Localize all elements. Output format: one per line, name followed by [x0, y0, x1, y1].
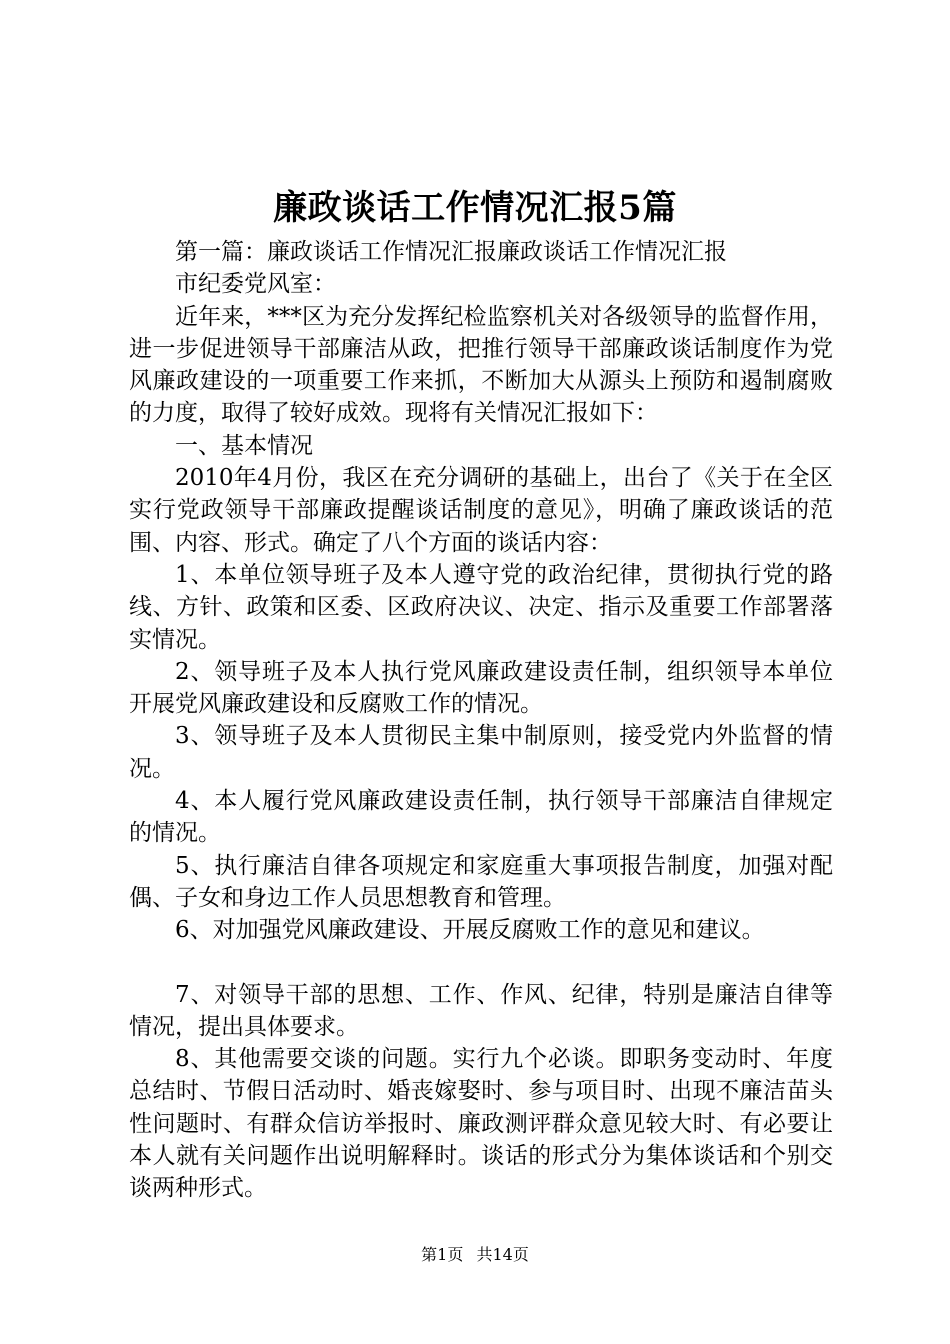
paragraph-section-heading: 一、基本情况	[175, 432, 313, 459]
paragraph-item-4: 4、本人履行党风廉政建设责任制，执行领导干部廉洁自律规定的情况。	[129, 788, 833, 847]
page-footer	[0, 1244, 950, 1266]
paragraph-item-6: 6、对加强党风廉政建设、开展反腐败工作的意见和建议。	[175, 917, 765, 944]
page-title: 廉政谈话工作情况汇报5篇	[273, 188, 677, 228]
paragraph-item-8: 8、其他需要交谈的问题。实行九个必谈。即职务变动时、年度总结时、节假日活动时、婚丧嫁娶时、参与项目时、出现不廉洁苗头性问题时、有群众信访举报时、廉政测评群众意见较大时、有必要让本人就有关问题作出说明解释时。谈话的形式分为集体谈话和个别交谈两种形式。	[129, 1046, 833, 1202]
paragraph-background: 2010年4月份，我区在充分调研的基础上，出台了《关于在全区实行党政领导干部廉政提醒谈话制度的意见》，明确了廉政谈话的范围、内容、形式。确定了八个方面的谈话内容：	[129, 465, 833, 556]
paragraph-item-5: 5、执行廉洁自律各项规定和家庭重大事项报告制度，加强对配偶、子女和身边工作人员思想教育和管理。	[129, 852, 833, 911]
page-number: 第1页	[421, 1245, 464, 1264]
paragraph-addressee: 市纪委党风室：	[175, 271, 336, 298]
document-body	[129, 236, 833, 1205]
paragraph-item-7: 7、对领导干部的思想、工作、作风、纪律，特别是廉洁自律等情况，提出具体要求。	[129, 981, 833, 1040]
paragraph-item-3: 3、领导班子及本人贯彻民主集中制原则，接受党内外监督的情况。	[129, 723, 833, 782]
paragraph-item-2: 2、领导班子及本人执行党风廉政建设责任制，组织领导本单位开展党风廉政建设和反腐败工作的情况。	[129, 658, 833, 718]
total-pages: 共14页	[476, 1245, 529, 1264]
paragraph-item-1: 1、本单位领导班子及本人遵守党的政治纪律，贯彻执行党的路线、方针、政策和区委、区政府决议、决定、指示及重要工作部署落实情况。	[129, 561, 833, 653]
paragraph-chapter-heading: 第一篇：廉政谈话工作情况汇报廉政谈话工作情况汇报	[175, 239, 727, 265]
paragraph-intro: 近年来，***区为充分发挥纪检监察机关对各级领导的监督作用，进一步促进领导干部廉洁从政，把推行领导干部廉政谈话制度作为党风廉政建设的一项重要工作来抓，不断加大从源头上预防和遏制腐败的力度，取得了较好成效。现将有关情况汇报如下：	[129, 303, 833, 427]
